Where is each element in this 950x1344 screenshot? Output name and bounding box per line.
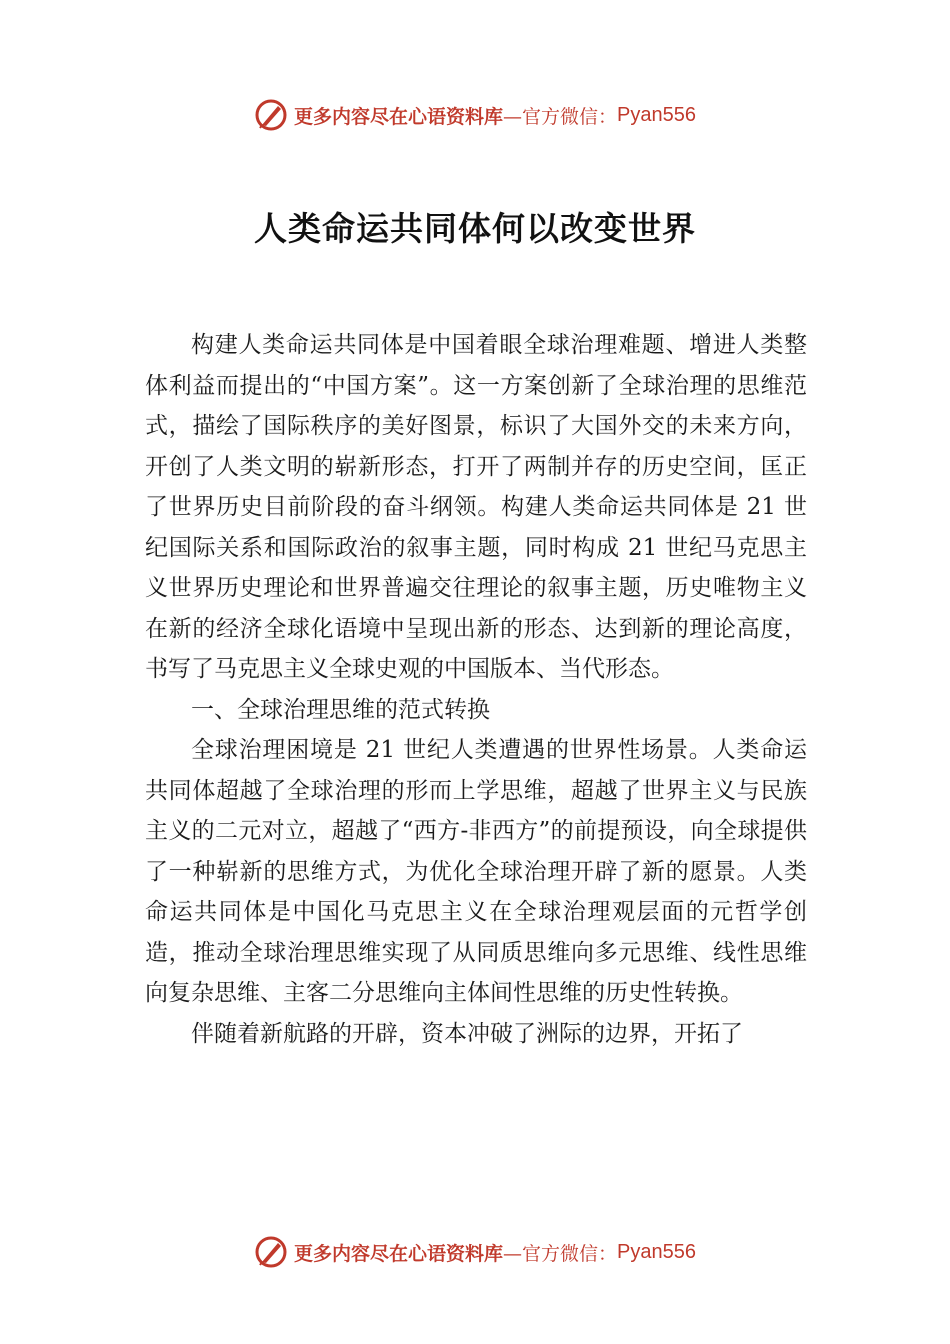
paragraph-governance: 全球治理困境是 21 世纪人类遭遇的世界性场景。人类命运共同体超越了全球治理的形而上学思维，超越了世界主义与民族主义的二元对立，超越了“西方-非西方”的前提预设，向全球提供了一种崭新的思维方式，为优化全球治理开辟了新的愿景。人类命运共同体是中国化马克思主义在全球治理观层面的元哲学创造，推动全球治理思维实现了从同质思维向多元思维、线性思维向复杂思维、主客二分思维向主体间性思维的历史性转换。 — [145, 737, 807, 1006]
quill-pen-logo-icon — [254, 1235, 288, 1269]
watermark-text: 更多内容尽在心语资料库 — [294, 105, 504, 128]
watermark-separator: —官方微信： — [503, 1242, 618, 1265]
section-heading: 一、全球治理思维的范式转换 — [191, 696, 490, 723]
paragraph-new-routes: 伴随着新航路的开辟，资本冲破了洲际的边界，开拓了 — [191, 1020, 743, 1047]
quill-pen-logo-icon — [254, 98, 288, 132]
document-title: 人类命运共同体何以改变世界 — [254, 209, 696, 248]
document-body — [145, 325, 807, 1054]
watermark-text: 更多内容尽在心语资料库 — [294, 1242, 504, 1265]
paragraph-intro: 构建人类命运共同体是中国着眼全球治理难题、增进人类整体利益而提出的“中国方案”。这一方案创新了全球治理的思维范式，描绘了国际秩序的美好图景，标识了大国外交的未来方向，开创了人类文明的崭新形态，打开了两制并存的历史空间，匡正了世界历史目前阶段的奋斗纲领。构建人类命运共同体是 21 世纪国际关系和国际政治的叙事主题，同时构成 21 世纪马克思主义世界历史理论和世界普遍交往理论的叙事主题，历史唯物主义在新的经济全球化语境中呈现出新的形态、达到新的理论高度，书写了马克思主义全球史观的中国版本、当代形态。 — [145, 332, 807, 682]
header-watermark — [0, 95, 950, 135]
watermark-separator: —官方微信： — [503, 105, 618, 128]
watermark-wechat-id: Pyan556 — [617, 103, 696, 126]
watermark-wechat-id: Pyan556 — [617, 1240, 696, 1263]
footer-watermark — [0, 1232, 950, 1272]
